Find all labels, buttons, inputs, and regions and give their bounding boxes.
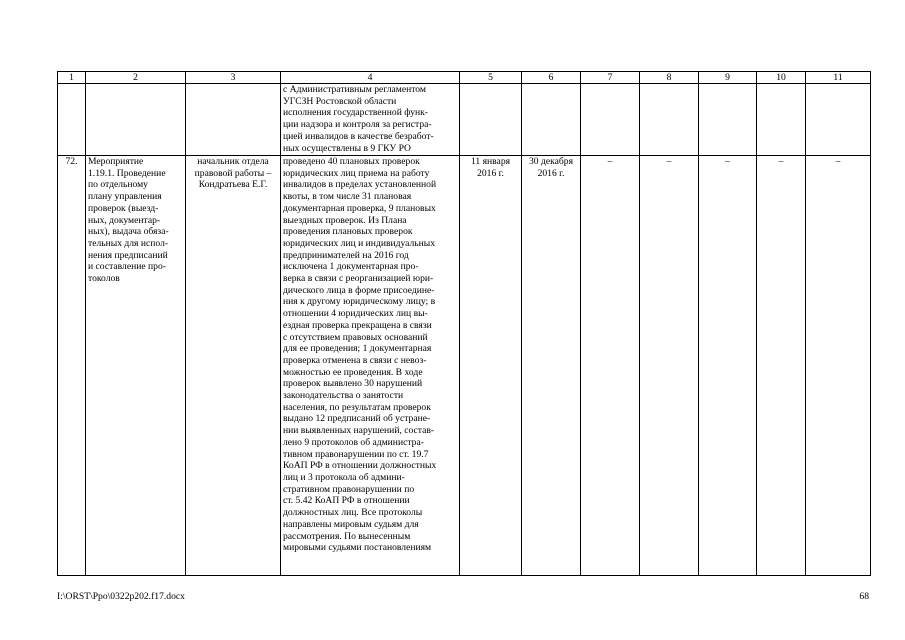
cont-cell-9 <box>699 84 757 156</box>
end-date-cell <box>522 156 581 576</box>
cont-cell-3 <box>186 84 281 156</box>
text-line: проверок выявлено 30 нарушений <box>283 378 423 390</box>
text-line: рассмотрения. По вынесенным <box>283 530 411 542</box>
text-line: мировыми судьями постановлениям <box>283 542 432 554</box>
table-row-72 <box>58 156 871 576</box>
start-date-cell <box>460 156 522 576</box>
text-line: токолов <box>88 273 120 285</box>
table-row-continuation <box>58 84 871 156</box>
col9-dash-cell: – <box>699 156 757 576</box>
text-line: предпринимателей на 2016 год <box>283 249 409 261</box>
text-line: 11 января <box>470 156 511 167</box>
text-line: 2016 г. <box>537 167 565 179</box>
activity-cell <box>86 156 186 576</box>
text-line: квоты, в том числе 31 плановая <box>283 191 412 203</box>
text-line: исключена 1 документарная про- <box>283 261 419 273</box>
text-line: юридических лиц приема на работу <box>283 167 430 179</box>
text-line: 1.19.1. Проведение <box>88 167 166 179</box>
text-line: документарная проверка, 9 плановых <box>283 202 436 214</box>
header-cell-10: 10 <box>757 72 806 84</box>
text-line: по отдельному <box>88 179 148 191</box>
text-line: с Административным регламентом <box>283 84 426 95</box>
header-cell-4: 4 <box>281 72 460 84</box>
text-line: юридических лиц и индивидуальных <box>283 237 436 249</box>
text-line: верка в связи с реорганизацией юри- <box>283 273 434 285</box>
cont-cell-5 <box>460 84 522 156</box>
header-cell-5: 5 <box>460 72 522 84</box>
text-line: нии выявленных нарушений, состав- <box>283 425 435 437</box>
text-line: КоАП РФ в отношении должностных <box>283 460 437 472</box>
report-table <box>57 71 871 576</box>
cont-cell-10 <box>757 84 806 156</box>
text-line: ции надзора и контроля за регистра- <box>283 119 432 131</box>
text-line: можностью ее проведения. В ходе <box>283 366 423 378</box>
text-line: УГСЗН Ростовской области <box>283 95 397 107</box>
text-line: с отсутствием правовых оснований <box>283 331 428 343</box>
col8-dash-cell: – <box>640 156 699 576</box>
cont-cell-4 <box>281 84 460 156</box>
text-line: 2016 г. <box>477 167 504 179</box>
footer-page-number: 68 <box>859 591 869 602</box>
responsible-cell <box>186 156 281 576</box>
text-line: Мероприятие <box>88 156 144 167</box>
footer-file-path: I:\ORST\Ppo\0322p202.f17.docx <box>57 591 185 602</box>
text-line: дического лица в форме присоедине- <box>283 284 435 296</box>
header-cell-11: 11 <box>806 72 871 84</box>
text-line: цией инвалидов в качестве безработ- <box>283 130 434 142</box>
text-line: законодательства о занятости <box>283 390 404 402</box>
text-line: лиц и 3 протокола об админи- <box>283 471 405 483</box>
text-line: ездная проверка прекращена в связи <box>283 319 432 331</box>
text-line: правовой работы – <box>194 167 272 179</box>
text-line: населения, по результатам проверок <box>283 401 431 413</box>
cont-cell-11 <box>806 84 871 156</box>
cont-cell-8 <box>640 84 699 156</box>
text-line: отношении 4 юридических лиц вы- <box>283 308 428 320</box>
text-line: ных), выдача обяза- <box>88 226 169 238</box>
text-line: нения предписаний <box>88 249 168 261</box>
text-line: исполнения государственной функ- <box>283 107 428 119</box>
text-line: инвалидов в пределах установленной <box>283 179 437 191</box>
header-cell-3: 3 <box>186 72 281 84</box>
table-header-row <box>58 72 871 84</box>
header-cell-2: 2 <box>86 72 186 84</box>
text-line: тельных для испол- <box>88 237 169 249</box>
text-line: 30 декабря <box>529 156 573 167</box>
text-line: проведено 40 плановых проверок <box>283 156 420 167</box>
text-line: лено 9 протоколов об администра- <box>283 436 424 448</box>
text-line: тивном правонарушении по ст. 19.7 <box>283 448 429 460</box>
text-line: выдано 12 предписаний об устране- <box>283 413 431 425</box>
col10-dash-cell: – <box>757 156 806 576</box>
text-line: стративном правонарушении по <box>283 483 415 495</box>
text-line: проверка отменена в связи с невоз- <box>283 354 427 366</box>
text-line: плану управления <box>88 191 162 203</box>
col11-dash-cell: – <box>806 156 871 576</box>
text-line: начальник отдела <box>197 156 269 167</box>
text-line: должностных лиц. Все протоколы <box>283 507 423 519</box>
text-line: направлены мировым судьям для <box>283 518 419 530</box>
cont-cell-1 <box>58 84 86 156</box>
cont-cell-6 <box>522 84 581 156</box>
text-line: выездных проверок. Из Плана <box>283 214 407 226</box>
text-line: проведения плановых проверок <box>283 226 413 238</box>
col7-dash-cell: – <box>581 156 640 576</box>
cont-cell-2 <box>86 84 186 156</box>
text-line: ния к другому юридическому лицу; в <box>283 296 436 308</box>
text-line: и составление про- <box>88 261 166 273</box>
text-line: для ее проведения; 1 документарная <box>283 343 432 355</box>
text-line: ных осуществлены в 9 ГКУ РО <box>283 142 411 154</box>
header-cell-9: 9 <box>699 72 757 84</box>
header-cell-6: 6 <box>522 72 581 84</box>
text-line: ных, документар- <box>88 214 161 226</box>
header-cell-8: 8 <box>640 72 699 84</box>
header-cell-7: 7 <box>581 72 640 84</box>
text-line: ст. 5.42 КоАП РФ в отношении <box>283 495 410 507</box>
cont-cell-7 <box>581 84 640 156</box>
result-cell <box>281 156 460 576</box>
text-line: проверок (выезд- <box>88 202 159 214</box>
row-number-cell: 72. <box>58 156 86 576</box>
header-cell-1: 1 <box>58 72 86 84</box>
text-line: Кондратьева Е.Г. <box>198 179 268 191</box>
